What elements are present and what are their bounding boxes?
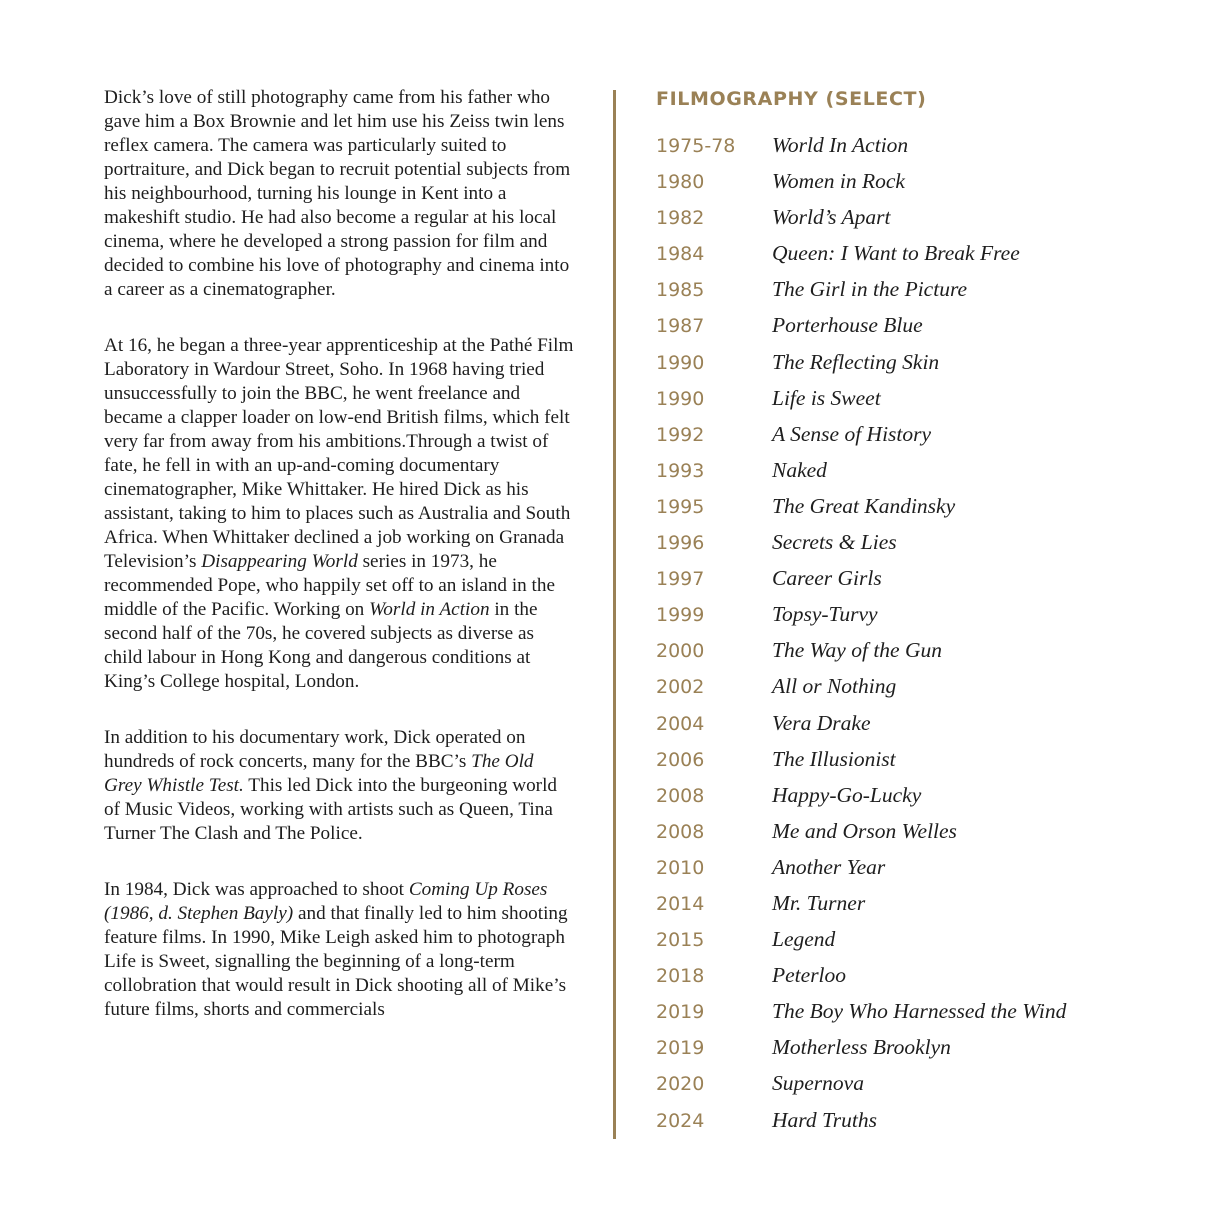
filmography-section <box>656 86 1176 1144</box>
film-year: 2024 <box>656 1109 705 1132</box>
film-year: 1992 <box>656 423 705 446</box>
biography-column <box>104 86 574 1054</box>
film-year: 2019 <box>656 1037 705 1060</box>
film-row <box>656 530 1176 566</box>
film-title: Topsy-Turvy <box>772 602 878 627</box>
film-year: 1984 <box>656 243 705 266</box>
film-year: 2002 <box>656 676 705 699</box>
film-title: The Girl in the Picture <box>772 277 968 302</box>
film-row <box>656 205 1176 241</box>
bio-paragraph <box>104 334 574 694</box>
bio-text: series in 1973, he recommended Pope, who happily set off to an island in the middle of the Pacific. Working on <box>104 551 555 620</box>
film-row <box>656 350 1176 386</box>
film-year: 2019 <box>656 1001 705 1024</box>
film-year: 2006 <box>656 748 705 771</box>
film-year: 1975-78 <box>656 135 736 157</box>
film-year: 1997 <box>656 568 705 591</box>
film-row <box>656 711 1176 747</box>
bio-italic-title: World in Action <box>369 599 490 620</box>
film-year: 1999 <box>656 604 705 627</box>
film-title: Women in Rock <box>772 169 905 194</box>
film-row <box>656 963 1176 999</box>
film-row <box>656 891 1176 927</box>
column-divider <box>613 90 616 1139</box>
film-row <box>656 819 1176 855</box>
film-row <box>656 241 1176 277</box>
film-row <box>656 783 1176 819</box>
film-year: 1990 <box>656 387 705 410</box>
bio-paragraph <box>104 86 574 302</box>
film-title: Me and Orson Welles <box>772 818 957 843</box>
film-year: 2020 <box>656 1073 705 1096</box>
film-title: Life is Sweet <box>772 385 881 410</box>
bio-text: in the second half of the 70s, he covered subjects as diverse as child labour in Hong Kong and dangerous conditions at King’s College hospital, London. <box>104 599 538 692</box>
film-year: 2008 <box>656 820 705 843</box>
film-row <box>656 386 1176 422</box>
film-row <box>656 927 1176 963</box>
bio-italic-title: Disappearing World <box>201 551 358 572</box>
film-year: 2008 <box>656 784 705 807</box>
film-title: All or Nothing <box>772 674 897 699</box>
film-row <box>656 602 1176 638</box>
bio-paragraph <box>104 878 574 1022</box>
film-year: 1990 <box>656 351 705 374</box>
bio-paragraph <box>104 726 574 846</box>
bio-text: At 16, he began a three-year apprenticeship at the Pathé Film Laboratory in Wardour Street, Soho. In 1968 having tried unsuccessfully to join the BBC, he went freelance and became a clapper loader on low-end British films, which felt very far from away from his ambitions.Through a twist of fate, he fell in with an up-and-coming documentary cinematographer, Mike Whittaker. He hired Dick as his assistant, taking to him to places such as Australia and South Africa. When Whittaker declined a job working on Granada Television’s <box>104 335 574 572</box>
film-row <box>656 133 1176 169</box>
film-title: Mr. Turner <box>772 890 866 915</box>
film-title: Queen: I Want to Break Free <box>772 241 1020 266</box>
film-title: Vera Drake <box>772 710 871 735</box>
film-year: 1995 <box>656 495 705 518</box>
film-year: 2015 <box>656 929 705 952</box>
film-row <box>656 566 1176 602</box>
filmography-heading: FILMOGRAPHY (SELECT) <box>656 88 927 110</box>
bio-text: In 1984, Dick was approached to shoot <box>104 879 409 900</box>
film-row <box>656 494 1176 530</box>
film-title: The Illusionist <box>772 746 896 771</box>
film-title: Secrets & Lies <box>772 530 897 555</box>
film-year: 1996 <box>656 532 705 555</box>
film-row <box>656 999 1176 1035</box>
film-year: 2018 <box>656 965 705 988</box>
film-title: Supernova <box>772 1071 864 1096</box>
film-year: 1982 <box>656 207 705 230</box>
film-year: 2010 <box>656 856 705 879</box>
film-row <box>656 1108 1176 1144</box>
film-row <box>656 1071 1176 1107</box>
film-row <box>656 674 1176 710</box>
film-title: Career Girls <box>772 566 882 591</box>
film-title: The Boy Who Harnessed the Wind <box>772 999 1067 1024</box>
bio-text: This led Dick into the burgeoning world of Music Videos, working with artists such as Queen, Tina Turner The Clash and The Police. <box>104 775 557 844</box>
film-title: Another Year <box>772 854 886 879</box>
bio-italic-title: The Old Grey Whistle Test. <box>104 751 534 796</box>
bio-text: Dick’s love of still photography came from his father who gave him a Box Brownie and let him use his Zeiss twin lens reflex camera. The camera was particularly suited to portraiture, and Dick began to recruit potential subjects from his neighbourhood, turning his lounge in Kent into a makeshift studio. He had also become a regular at his local cinema, where he developed a strong passion for film and decided to combine his love of photography and cinema into a career as a cinematographer. <box>104 87 571 300</box>
film-row <box>656 747 1176 783</box>
film-title: Legend <box>772 927 836 952</box>
film-year: 1985 <box>656 279 705 302</box>
film-row <box>656 277 1176 313</box>
film-row <box>656 638 1176 674</box>
film-title: Peterloo <box>772 963 847 988</box>
film-row <box>656 313 1176 349</box>
bio-text: In addition to his documentary work, Dick operated on hundreds of rock concerts, many for the BBC’s <box>104 727 526 772</box>
film-title: The Way of the Gun <box>772 638 942 663</box>
film-title: The Great Kandinsky <box>772 493 956 518</box>
film-year: 1987 <box>656 315 705 338</box>
film-row <box>656 169 1176 205</box>
bio-text: and that finally led to him shooting feature films. In 1990, Mike Leigh asked him to photograph Life is Sweet, signalling the beginning of a long-term collobration that would result in Dick shooting all of Mike’s future films, shorts and commercials <box>104 903 568 1020</box>
film-title: The Reflecting Skin <box>772 349 940 374</box>
film-title: Motherless Brooklyn <box>772 1035 951 1060</box>
film-row <box>656 855 1176 891</box>
film-title: Happy-Go-Lucky <box>772 782 922 807</box>
film-year: 2014 <box>656 892 705 915</box>
film-title: Porterhouse Blue <box>772 313 923 338</box>
bio-italic-title: Coming Up Roses (1986, d. Stephen Bayly) <box>104 879 548 924</box>
film-year: 2000 <box>656 640 705 663</box>
film-row <box>656 1035 1176 1071</box>
film-year: 1993 <box>656 459 705 482</box>
film-title: World’s Apart <box>772 205 891 230</box>
film-title: World In Action <box>772 133 909 157</box>
film-year: 1980 <box>656 171 705 194</box>
film-row <box>656 422 1176 458</box>
film-title: Naked <box>772 457 827 482</box>
filmography-list <box>656 133 1176 1144</box>
film-title: Hard Truths <box>772 1107 877 1132</box>
film-year: 2004 <box>656 712 705 735</box>
film-row <box>656 458 1176 494</box>
film-title: A Sense of History <box>772 421 932 446</box>
